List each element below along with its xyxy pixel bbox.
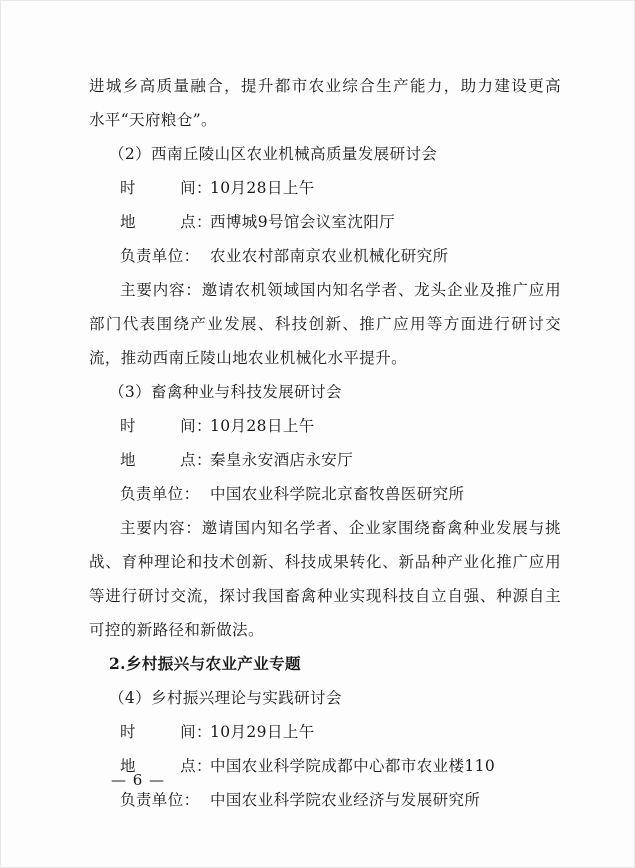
paragraph-continuation-line: 进城乡高质量融合，提升都市农业综合生产能力，助力建设更高 [89,77,561,95]
session-place: 地点：西博城9号馆会议室沈阳厅 [89,205,561,239]
place-value: 西博城9号馆会议室沈阳厅 [210,213,396,231]
session-title: （2）西南丘陵山区农业机械高质量发展研讨会 [109,145,438,163]
content-text: 邀请农机领域国内知名学者、龙头企业及推广应用部门代表围绕产业发展、科技创新、推广应用等方面进行研讨交流，推动西南丘陵山地农业机械化水平提升。 [89,281,561,367]
place-label: 地点 [120,213,196,231]
session-content [89,511,561,647]
section-heading: 2.乡村振兴与农业产业专题 [109,654,301,673]
place-value: 秦皇永安酒店永安厅 [210,451,354,469]
session-time: 时间：10月28日上午 [89,409,561,443]
content-label: 主要内容： [120,519,202,537]
session-time: 时间：10月28日上午 [89,171,561,205]
content-label: 主要内容： [120,281,202,299]
time-value: 10月28日上午 [210,417,315,435]
paragraph-continuation-line: 水平“天府粮仓”。 [89,111,217,129]
place-value: 中国农业科学院成都中心都市农业楼110 [210,757,496,775]
session-title: （4）乡村振兴理论与实践研讨会 [109,689,342,707]
org-value: 农业农村部南京农业机械化研究所 [210,247,449,265]
session-time: 时间：10月29日上午 [89,715,561,749]
place-label: 地点 [120,757,196,775]
session-org [89,239,561,273]
session-content [89,273,561,375]
time-label: 时间 [120,417,196,435]
place-label: 地点 [120,451,196,469]
page-number: — 6 — [111,771,166,789]
content-text: 邀请国内知名学者、企业家围绕畜禽种业发展与挑战、育种理论和技术创新、科技成果转化、新品种产业化推广应用等进行研讨交流，探讨我国畜禽种业实现科技自立自强、种源自主可控的新路径和新做法。 [89,519,561,639]
time-value: 10月28日上午 [210,179,315,197]
session-place: 地点：秦皇永安酒店永安厅 [89,443,561,477]
session-title: （3）畜禽种业与科技发展研讨会 [109,383,342,401]
time-label: 时间 [120,179,196,197]
org-value: 中国农业科学院北京畜牧兽医研究所 [210,485,465,503]
org-value: 中国农业科学院农业经济与发展研究所 [210,791,481,809]
session-place: 地点：中国农业科学院成都中心都市农业楼110 [89,749,561,783]
org-label: 负责单位： [120,791,200,809]
time-label: 时间 [120,723,196,741]
document-body [89,69,561,817]
session-org [89,477,561,511]
org-label: 负责单位： [120,485,200,503]
time-value: 10月29日上午 [210,723,315,741]
org-label: 负责单位： [120,247,200,265]
